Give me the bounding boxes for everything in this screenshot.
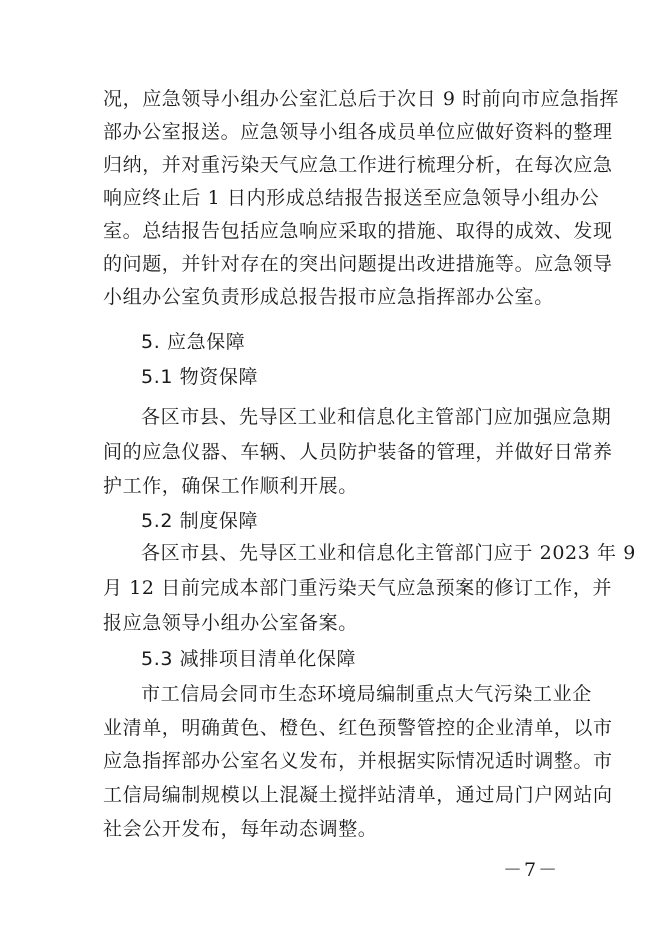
paragraph-line: 小组办公室负责形成总报告报市应急指挥部办公室。 xyxy=(103,286,554,308)
paragraph-line: 室。总结报告包括应急响应采取的措施、取得的成效、发现 xyxy=(103,220,613,242)
paragraph-line: 响应终止后 1 日内形成总结报告报送至应急领导小组办公 xyxy=(103,187,600,209)
paragraph-line: 应急指挥部办公室名义发布，并根据实际情况适时调整。市 xyxy=(103,750,613,772)
paragraph-line: 月 12 日前完成本部门重污染天气应急预案的修订工作，并 xyxy=(103,577,613,599)
paragraph-line: 各区市县、先导区工业和信息化主管部门应加强应急期 xyxy=(141,406,612,428)
paragraph-line: 部办公室报送。应急领导小组各成员单位应做好资料的整理 xyxy=(103,121,613,143)
paragraph-line: 社会公开发布，每年动态调整。 xyxy=(103,818,378,840)
paragraph-line: 各区市县、先导区工业和信息化主管部门应于 2023 年 9 xyxy=(141,542,636,564)
subsection-heading: 5.3 减排项目清单化保障 xyxy=(141,648,357,670)
paragraph-line: 工信局编制规模以上混凝土搅拌站清单，通过局门户网站向 xyxy=(103,784,613,806)
page-number: －7－ xyxy=(503,859,560,881)
paragraph-line: 间的应急仪器、车辆、人员防护装备的管理，并做好日常养 xyxy=(103,441,613,463)
paragraph-line: 归纳，并对重污染天气应急工作进行梳理分析，在每次应急 xyxy=(103,154,613,176)
paragraph-line: 业清单，明确黄色、橙色、红色预警管控的企业清单，以市 xyxy=(103,717,613,739)
subsection-heading: 5.2 制度保障 xyxy=(141,510,259,532)
paragraph-line: 的问题，并针对存在的突出问题提出改进措施等。应急领导 xyxy=(103,253,613,275)
subsection-heading: 5.1 物资保障 xyxy=(141,366,259,388)
paragraph-line: 市工信局会同市生态环境局编制重点大气污染工业企 xyxy=(141,683,592,705)
paragraph-line: 护工作，确保工作顺利开展。 xyxy=(103,475,358,497)
paragraph-line: 报应急领导小组办公室备案。 xyxy=(103,612,358,634)
section-heading: 5. 应急保障 xyxy=(141,331,246,353)
paragraph-line: 况，应急领导小组办公室汇总后于次日 9 时前向市应急指挥 xyxy=(103,88,619,110)
